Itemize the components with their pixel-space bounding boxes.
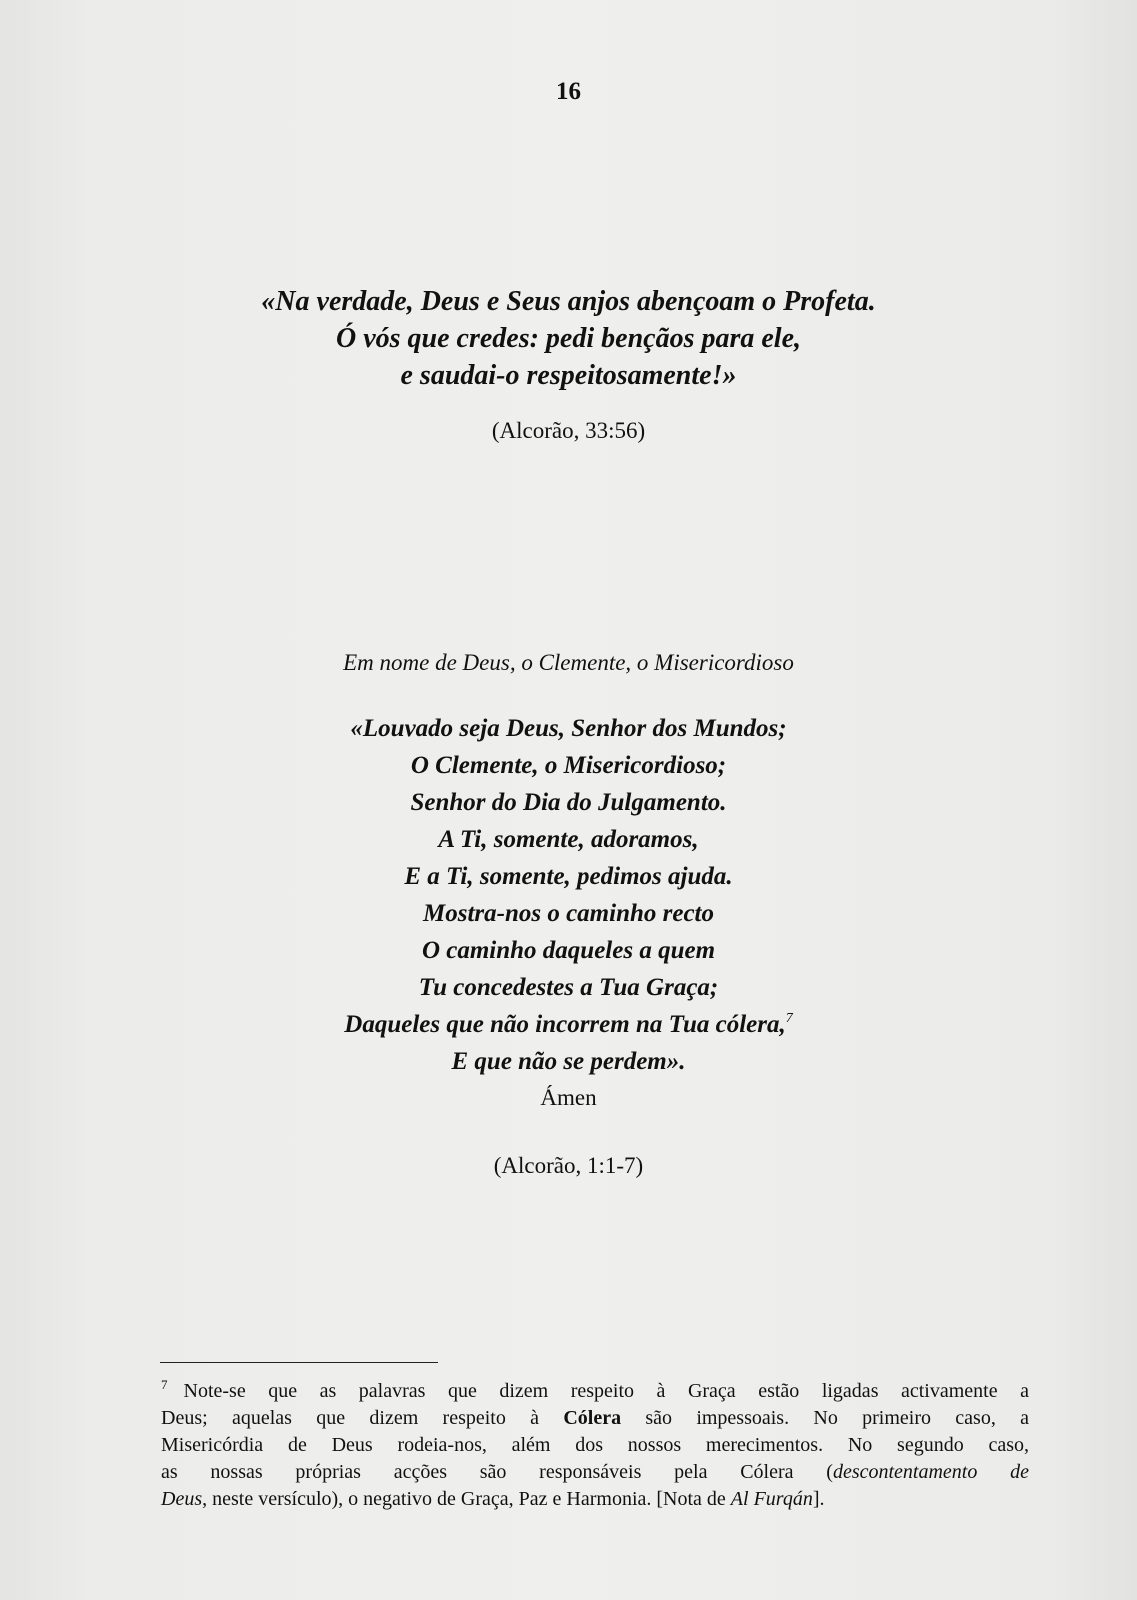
fatiha-verses bbox=[0, 710, 1137, 1080]
quran-quote-33-56 bbox=[0, 283, 1137, 394]
invocation: Em nome de Deus, o Clemente, o Misericordioso bbox=[343, 650, 794, 675]
amen: Ámen bbox=[540, 1085, 597, 1110]
footnote-line: Deus, neste versículo), o negativo de Graça, Paz e Harmonia. [Nota de Al Furqán]. bbox=[161, 1488, 825, 1510]
quote-line: «Na verdade, Deus e Seus anjos abençoam o Profeta. bbox=[261, 286, 876, 317]
quote-line: e saudai-o respeitosamente!» bbox=[400, 360, 737, 391]
verse-line: «Louvado seja Deus, Senhor dos Mundos; bbox=[350, 715, 787, 742]
verse-line: Mostra-nos o caminho recto bbox=[422, 900, 714, 927]
verse-line: E a Ti, somente, pedimos ajuda. bbox=[404, 863, 733, 890]
verse-line: E que não se perdem». bbox=[451, 1048, 686, 1075]
page-number: 16 bbox=[556, 78, 581, 105]
footnote-line: Misericórdia de Deus rodeia-nos, além dos nossos merecimentos. No segundo caso, bbox=[161, 1434, 1029, 1456]
footnote-number: 7 bbox=[161, 1377, 168, 1392]
verse-line-text: Daqueles que não incorrem na Tua cólera, bbox=[344, 1011, 786, 1038]
verse-line: Senhor do Dia do Julgamento. bbox=[410, 789, 727, 816]
verse-line: O caminho daqueles a quem bbox=[421, 937, 716, 964]
verse-line: A Ti, somente, adoramos, bbox=[438, 826, 699, 853]
footnote-line: Deus; aquelas que dizem respeito à Cólera são impessoais. No primeiro caso, a bbox=[161, 1407, 1029, 1429]
footnote bbox=[161, 1378, 1029, 1513]
footnote-ref: 7 bbox=[785, 1011, 793, 1026]
footnote-divider bbox=[160, 1362, 438, 1363]
footnote-line: as nossas próprias acções são responsáveis pela Cólera (descontentamento de bbox=[161, 1461, 1029, 1483]
verse-line: Tu concedestes a Tua Graça; bbox=[418, 974, 719, 1001]
quote-citation: (Alcorão, 33:56) bbox=[491, 418, 646, 443]
verse-line bbox=[0, 1006, 1137, 1043]
fatiha-citation: (Alcorão, 1:1-7) bbox=[493, 1153, 644, 1178]
quote-line: Ó vós que credes: pedi bençãos para ele, bbox=[335, 323, 801, 354]
verse-line: O Clemente, o Misericordioso; bbox=[410, 752, 727, 779]
footnote-line: $^7$ Note-se que as palavras que dizem respeito à Graça estão ligadas activamente a bbox=[161, 1377, 1029, 1402]
